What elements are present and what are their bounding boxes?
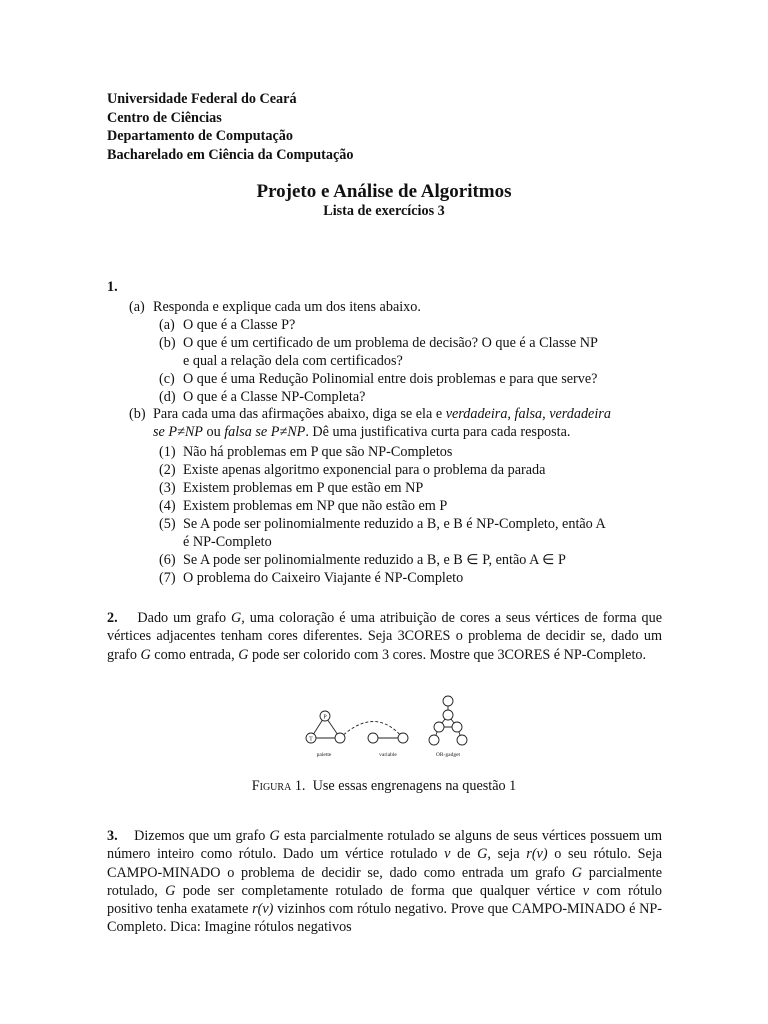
gadget-node [457, 735, 467, 745]
q1b-label: (b) [129, 406, 146, 422]
q1a-text: Responda e explique cada um dos itens abaixo. [153, 299, 421, 315]
gadget-node [429, 735, 439, 745]
document-subtitle: Lista de exercícios 3 [323, 203, 445, 219]
gadget-node [452, 722, 462, 732]
node-label-p: P [323, 714, 327, 721]
q1a-item-text: O que é a Classe P? [183, 317, 296, 333]
q1b-item-text: Não há problemas em P que são NP-Completos [183, 444, 453, 460]
q1a-item-label: (c) [159, 371, 175, 387]
header-department: Departamento de Computação [107, 128, 293, 144]
header-center: Centro de Ciências [107, 109, 222, 126]
gadgets-figure [300, 690, 470, 762]
q1b-item-text: Existem problemas em P que estão em NP [183, 480, 424, 496]
label-or-gadget: OR-gadget [435, 752, 461, 758]
variable-node [368, 733, 378, 743]
header-course: Bacharelado em Ciência da Computação [107, 146, 354, 163]
q1a-item-text: O que é a Classe NP-Completa? [183, 389, 366, 405]
q1b-item-label: (5) [159, 516, 176, 532]
q1b-item-text: Existe apenas algoritmo exponencial para o problema da parada [183, 462, 546, 478]
palette-node [335, 733, 345, 743]
q1a-item-label: (b) [159, 335, 176, 351]
variable-node [398, 733, 408, 743]
q1b-line1: Para cada uma das afirmações abaixo, diga se ela e verdadeira, falsa, verdadeira [153, 406, 611, 422]
q1b-item-text: Se A pode ser polinomialmente reduzido a B, e B é NP-Completo, então A [183, 516, 606, 532]
q1a-item-text: O que é um certificado de um problema de decisão? O que é a Classe NP [183, 335, 598, 351]
q2-number: 2. [107, 610, 118, 626]
q1b-item-text: Existem problemas em NP que não estão em P [183, 498, 448, 514]
q1a-item-text: O que é uma Redução Polinomial entre dois problemas e para que serve? [183, 371, 598, 387]
q1b-item-label: (1) [159, 444, 176, 460]
q1-number: 1. [107, 279, 118, 295]
q1a-item-label: (a) [159, 317, 175, 333]
label-variable: variable [379, 752, 397, 758]
document-title: Projeto e Análise de Algoritmos [256, 181, 512, 202]
q1b-item-text: é NP-Completo [183, 534, 272, 550]
q1b-item-text: Se A pode ser polinomialmente reduzido a B, e B ∈ P, então A ∈ P [183, 552, 566, 568]
q1b-item-text: O problema do Caixeiro Viajante é NP-Completo [183, 570, 464, 586]
header-university: Universidade Federal do Ceará [107, 91, 297, 107]
gadget-node [443, 696, 453, 706]
gadget-node [443, 710, 453, 720]
q1b-item-label: (3) [159, 480, 176, 496]
q1a-item-text: e qual a relação dela com certificados? [183, 353, 403, 369]
label-palette: palette [316, 752, 332, 758]
q1a-item-label: (d) [159, 389, 176, 405]
q3-paragraph: 3. Dizemos que um grafo G esta parcialmente rotulado se alguns de seus vértices possuem um número inteiro como rótulo. Dado um vértice rotulado v de G, seja r(v) o seu rótulo. Seja CAMPO-MINADO o problema de decidir se, dado como entrada um grafo G parcialmente rotulado, G pode ser completamente rotulado de forma que qualquer vértice v com rótulo positivo tenha exatamete r(v) vizinhos com rótulo negativo. Prove que CAMPO-MINADO é NP-Completo. Dica: Imagine rótulos negativos [107, 828, 663, 936]
q1b-line2: se P≠NP ou falsa se P≠NP. Dê uma justificativa curta para cada resposta. [153, 424, 571, 440]
q1a-label: (a) [129, 299, 145, 315]
node-label-t: T [309, 736, 313, 743]
figure-caption: Figura 1. Use essas engrenagens na questão 1 [251, 778, 517, 794]
q2-paragraph: 2. Dado um grafo G, uma coloração é uma atribuição de cores a seus vértices de forma que vértices adjacentes tenham cores diferentes. Seja 3CORES o problema de decidir se, dado um grafo G como entrada, G pode ser colorido com 3 cores. Mostre que 3CORES é NP-Completo. [107, 610, 662, 663]
q1b-item-label: (7) [159, 570, 176, 586]
q1b-item-label: (4) [159, 498, 176, 514]
gadget-node [434, 722, 444, 732]
institution-header [107, 90, 353, 164]
q1b-item-label: (6) [159, 552, 176, 568]
q1b-item-label: (2) [159, 462, 176, 478]
q3-number: 3. [107, 828, 118, 844]
